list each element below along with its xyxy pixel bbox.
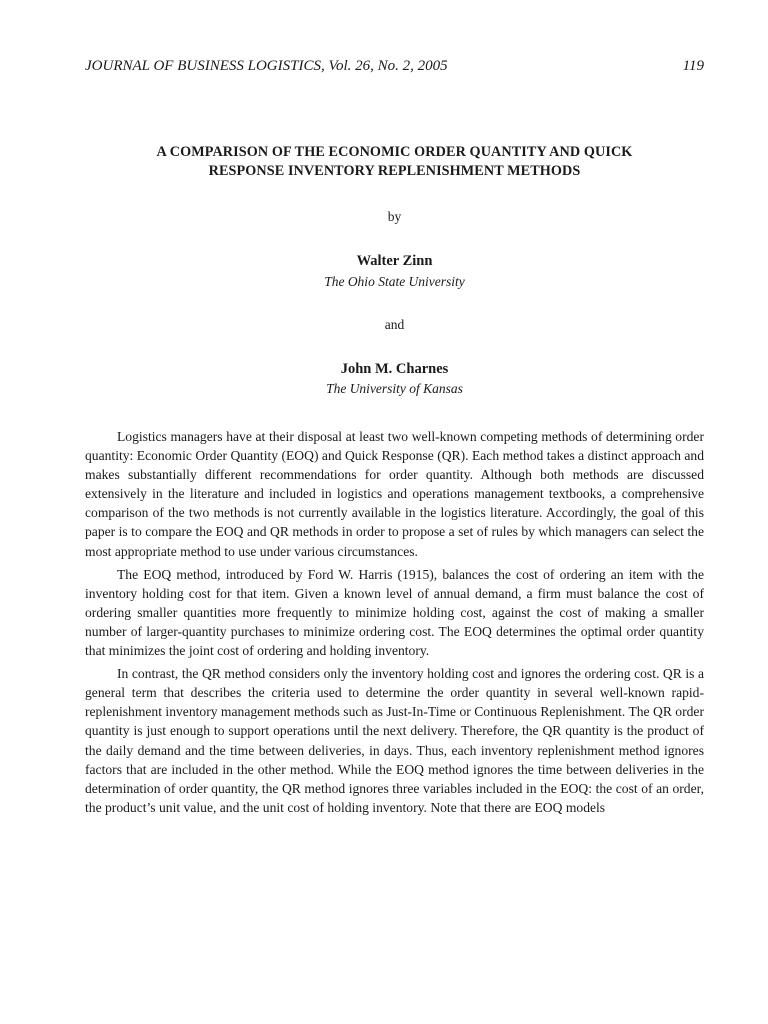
running-head xyxy=(85,56,704,76)
title-line-2: RESPONSE INVENTORY REPLENISHMENT METHODS xyxy=(208,163,581,179)
and-label: and xyxy=(384,317,405,332)
author-name-1: Walter Zinn xyxy=(356,253,433,269)
body-paragraph-1: Logistics managers have at their disposal at least two well-known competing methods of determining order quantity: Economic Order Quantity (EOQ) and Quick Response (QR). Each method takes a distinct approach and makes substantially different recommendations for order quantity. Although both methods are discussed extensively in the literature and included in logistics and operations management textbooks, a comprehensive comparison of the two methods is not currently available in the logistics literature. Accordingly, the goal of this paper is to compare the EOQ and QR methods in order to propose a set of rules by which managers can select the most appropriate method to use under various circumstances. xyxy=(85,429,704,559)
article-body xyxy=(85,427,704,821)
author-name-2: John M. Charnes xyxy=(340,361,449,377)
journal-citation: JOURNAL OF BUSINESS LOGISTICS, Vol. 26, No. 2, 2005 xyxy=(85,58,448,74)
author-affiliation-2: The University of Kansas xyxy=(326,381,463,396)
by-label: by xyxy=(387,209,402,224)
body-paragraph-3: In contrast, the QR method considers only the inventory holding cost and ignores the ordering cost. QR is a general term that describes the criteria used to determine the order quantity in several well-known rapid-replenishment inventory management methods such as Just-In-Time or Continuous Replenishment. The QR order quantity is just enough to support operations until the next delivery. Therefore, the QR quantity is the product of the daily demand and the time between deliveries, in days. Thus, each inventory replenishment method ignores factors that are included in the other method. While the EOQ method ignores the time between deliveries in the determination of order quantity, the QR method ignores three variables included in the EOQ: the cost of an order, the product’s unit value, and the unit cost of holding inventory. Note that there are EOQ models xyxy=(85,666,704,815)
body-paragraph-2: The EOQ method, introduced by Ford W. Harris (1915), balances the cost of ordering an item with the inventory holding cost for that item. Given a known level of annual demand, a firm must balance the cost of ordering smaller quantities more frequently to minimize holding cost, against the cost of making a smaller number of larger-quantity purchases to minimize ordering cost. The EOQ determines the optimal order quantity that minimizes the joint cost of ordering and holding inventory. xyxy=(85,566,704,659)
author-affiliation-1: The Ohio State University xyxy=(324,274,465,289)
title-line-1: A COMPARISON OF THE ECONOMIC ORDER QUANTITY AND QUICK xyxy=(156,144,633,160)
page-number: 119 xyxy=(682,58,704,74)
article-title xyxy=(85,143,704,181)
